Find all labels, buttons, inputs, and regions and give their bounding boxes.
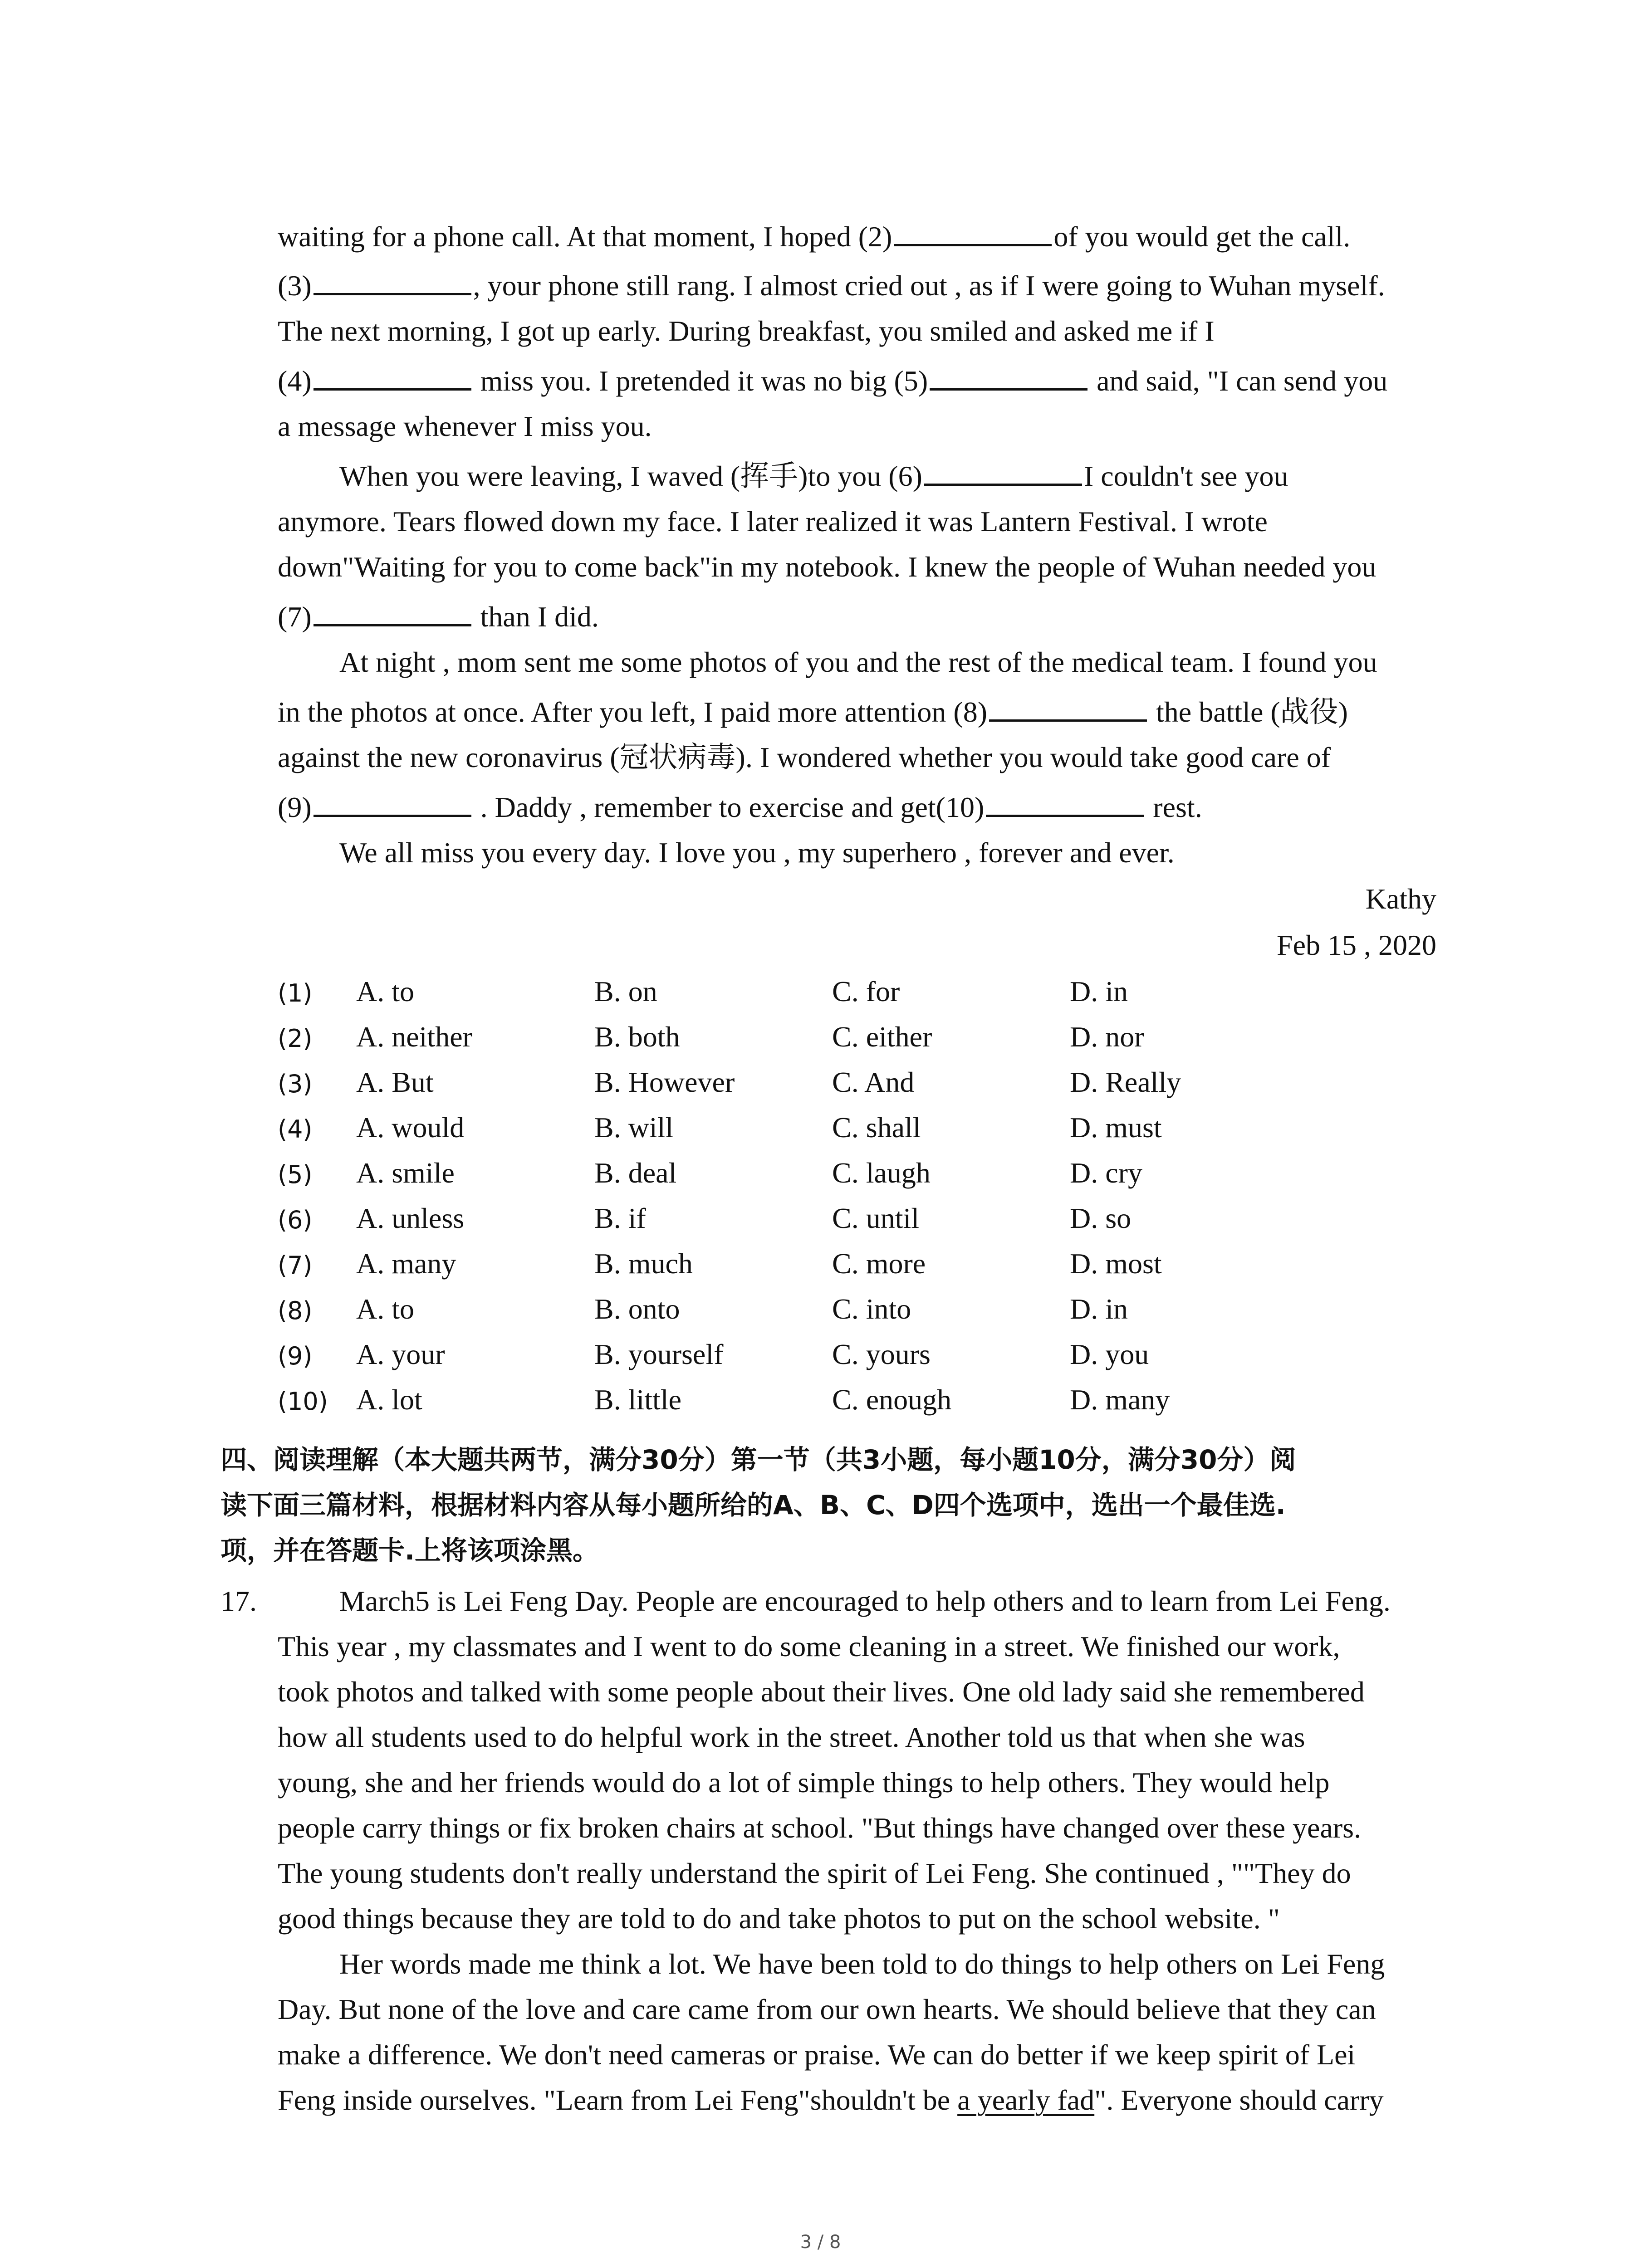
blank-5[interactable]: [930, 362, 1087, 391]
option-number: (8): [278, 1296, 313, 1325]
passage-line: anymore. Tears flowed down my face. I later realized it was Lantern Festival. I wrote: [278, 505, 1268, 538]
option-b[interactable]: B. if: [594, 1202, 646, 1234]
passage-text: (9): [278, 791, 312, 823]
question-text: Feng inside ourselves. "Learn from Lei Feng"shouldn't be: [278, 2084, 958, 2116]
option-d[interactable]: D. Really: [1070, 1066, 1181, 1098]
question-line: [278, 2082, 1384, 2118]
option-d[interactable]: D. in: [1070, 975, 1128, 1007]
signature: Kathy: [1365, 883, 1436, 915]
option-a[interactable]: A. many: [356, 1247, 456, 1280]
option-c[interactable]: C. And: [832, 1066, 915, 1098]
blank-8[interactable]: [989, 693, 1147, 722]
option-a[interactable]: A. lot: [356, 1383, 422, 1416]
question-line: make a difference. We don't need cameras or praise. We can do better if we keep spirit of Lei: [278, 2038, 1356, 2071]
question-line: took photos and talked with some people about their lives. One old lady said she remembered: [278, 1676, 1365, 1708]
option-a[interactable]: A. would: [356, 1111, 465, 1144]
passage-line: [278, 693, 1348, 730]
option-c[interactable]: C. enough: [832, 1383, 952, 1416]
passage-text: of you would get the call.: [1053, 220, 1351, 253]
question-line: people carry things or fix broken chairs at school. "But things have changed over these years.: [278, 1812, 1362, 1844]
section-heading: 四、阅读理解（本大题共两节，满分30分）第一节（共3小题，每小题10分，满分30分）阅: [220, 1444, 1296, 1475]
option-b[interactable]: B. little: [594, 1383, 681, 1416]
option-b[interactable]: B. will: [594, 1111, 674, 1144]
option-number: (1): [278, 979, 313, 1007]
blank-4[interactable]: [314, 362, 471, 391]
underlined-phrase: a yearly fad: [957, 2084, 1095, 2116]
option-d[interactable]: D. cry: [1070, 1157, 1142, 1189]
question-line: how all students used to do helpful work in the street. Another told us that when she was: [278, 1721, 1305, 1753]
option-a[interactable]: A. neither: [356, 1021, 472, 1053]
option-a[interactable]: A. But: [356, 1066, 434, 1098]
option-number: (5): [278, 1160, 313, 1189]
option-number: (2): [278, 1024, 313, 1053]
option-d[interactable]: D. nor: [1070, 1021, 1144, 1053]
page-number: 3 / 8: [800, 2232, 841, 2253]
passage-line: a message whenever I miss you.: [278, 410, 652, 442]
option-a[interactable]: A. your: [356, 1338, 445, 1370]
question-line: March5 is Lei Feng Day. People are encouraged to help others and to learn from Lei Feng.: [339, 1585, 1391, 1617]
option-number: (4): [278, 1115, 313, 1144]
option-b[interactable]: B. deal: [594, 1157, 677, 1189]
section-heading: 项，并在答题卡.上将该项涂黑。: [220, 1535, 599, 1566]
option-c[interactable]: C. into: [832, 1293, 911, 1325]
passage-text: (4): [278, 365, 312, 397]
blank-10[interactable]: [986, 788, 1144, 817]
passage-text: rest.: [1146, 791, 1202, 823]
passage-line: [278, 267, 1385, 304]
option-a[interactable]: A. unless: [356, 1202, 465, 1234]
question-text: ". Everyone should carry: [1094, 2084, 1384, 2116]
passage-line: [278, 362, 1387, 399]
option-d[interactable]: D. you: [1070, 1338, 1149, 1370]
option-b[interactable]: B. on: [594, 975, 657, 1007]
passage-text: . Daddy , remember to exercise and get(10): [473, 791, 985, 823]
option-number: (9): [278, 1342, 313, 1370]
passage-text: When you were leaving, I waved (挥手)to you (6): [339, 460, 922, 492]
option-c[interactable]: C. more: [832, 1247, 926, 1280]
blank-9[interactable]: [314, 788, 471, 817]
passage-text: the battle (战役): [1149, 696, 1348, 728]
option-c[interactable]: C. either: [832, 1021, 932, 1053]
option-c[interactable]: C. laugh: [832, 1157, 931, 1189]
passage-text: in the photos at once. After you left, I paid more attention (8): [278, 696, 987, 728]
option-a[interactable]: A. smile: [356, 1157, 455, 1189]
question-line: Day. But none of the love and care came from our own hearts. We should believe that they can: [278, 1993, 1376, 2025]
passage-text: , your phone still rang. I almost cried out , as if I were going to Wuhan myself.: [473, 269, 1385, 302]
option-number: (3): [278, 1070, 313, 1098]
option-a[interactable]: A. to: [356, 975, 414, 1007]
passage-text: than I did.: [473, 601, 599, 633]
passage-line: against the new coronavirus (冠状病毒). I wondered whether you would take good care of: [278, 741, 1331, 773]
passage-line: [339, 457, 1288, 494]
option-d[interactable]: D. must: [1070, 1111, 1162, 1144]
passage-line: [278, 598, 599, 635]
passage-line: [278, 218, 1350, 255]
option-d[interactable]: D. in: [1070, 1293, 1128, 1325]
option-d[interactable]: D. so: [1070, 1202, 1132, 1234]
blank-3[interactable]: [314, 267, 471, 295]
option-b[interactable]: B. both: [594, 1021, 680, 1053]
passage-text: (7): [278, 601, 312, 633]
option-number: (7): [278, 1251, 313, 1280]
question-line: Her words made me think a lot. We have been told to do things to help others on Lei Feng: [339, 1948, 1385, 1980]
passage-line: [278, 788, 1202, 826]
passage-text: waiting for a phone call. At that moment, I hoped (2): [278, 220, 892, 253]
question-line: young, she and her friends would do a lot of simple things to help others. They would help: [278, 1766, 1330, 1799]
question-line: The young students don't really understand the spirit of Lei Feng. She continued , ""They do: [278, 1857, 1351, 1889]
blank-6[interactable]: [924, 457, 1082, 486]
letter-date: Feb 15 , 2020: [1277, 929, 1436, 961]
option-c[interactable]: C. yours: [832, 1338, 931, 1370]
option-b[interactable]: B. onto: [594, 1293, 680, 1325]
option-c[interactable]: C. shall: [832, 1111, 921, 1144]
option-c[interactable]: C. until: [832, 1202, 920, 1234]
option-c[interactable]: C. for: [832, 975, 900, 1007]
question-line: good things because they are told to do and take photos to put on the school website. ": [278, 1902, 1280, 1935]
option-b[interactable]: B. much: [594, 1247, 693, 1280]
option-b[interactable]: B. However: [594, 1066, 735, 1098]
question-number: 17.: [220, 1585, 257, 1617]
option-a[interactable]: A. to: [356, 1293, 414, 1325]
blank-2[interactable]: [894, 218, 1052, 246]
passage-text: and said, "I can send you: [1089, 365, 1388, 397]
passage-line: down"Waiting for you to come back"in my notebook. I knew the people of Wuhan needed you: [278, 551, 1376, 583]
option-number: (10): [278, 1387, 328, 1416]
passage-text: miss you. I pretended it was no big (5): [473, 365, 928, 397]
question-line: This year , my classmates and I went to do some cleaning in a street. We finished our work,: [278, 1630, 1340, 1662]
option-d[interactable]: D. many: [1070, 1383, 1170, 1416]
passage-line: We all miss you every day. I love you , my superhero , forever and ever.: [339, 836, 1175, 869]
passage-line: The next morning, I got up early. During breakfast, you smiled and asked me if I: [278, 315, 1215, 347]
option-b[interactable]: B. yourself: [594, 1338, 724, 1370]
blank-7[interactable]: [314, 598, 471, 626]
passage-text: I couldn't see you: [1083, 460, 1288, 492]
passage-text: (3): [278, 269, 312, 302]
option-number: (6): [278, 1206, 313, 1234]
section-heading: 读下面三篇材料，根据材料内容从每小题所给的A、B、C、D四个选项中，选出一个最佳选.: [220, 1490, 1286, 1520]
option-d[interactable]: D. most: [1070, 1247, 1162, 1280]
passage-line: At night , mom sent me some photos of you and the rest of the medical team. I found you: [339, 646, 1377, 678]
